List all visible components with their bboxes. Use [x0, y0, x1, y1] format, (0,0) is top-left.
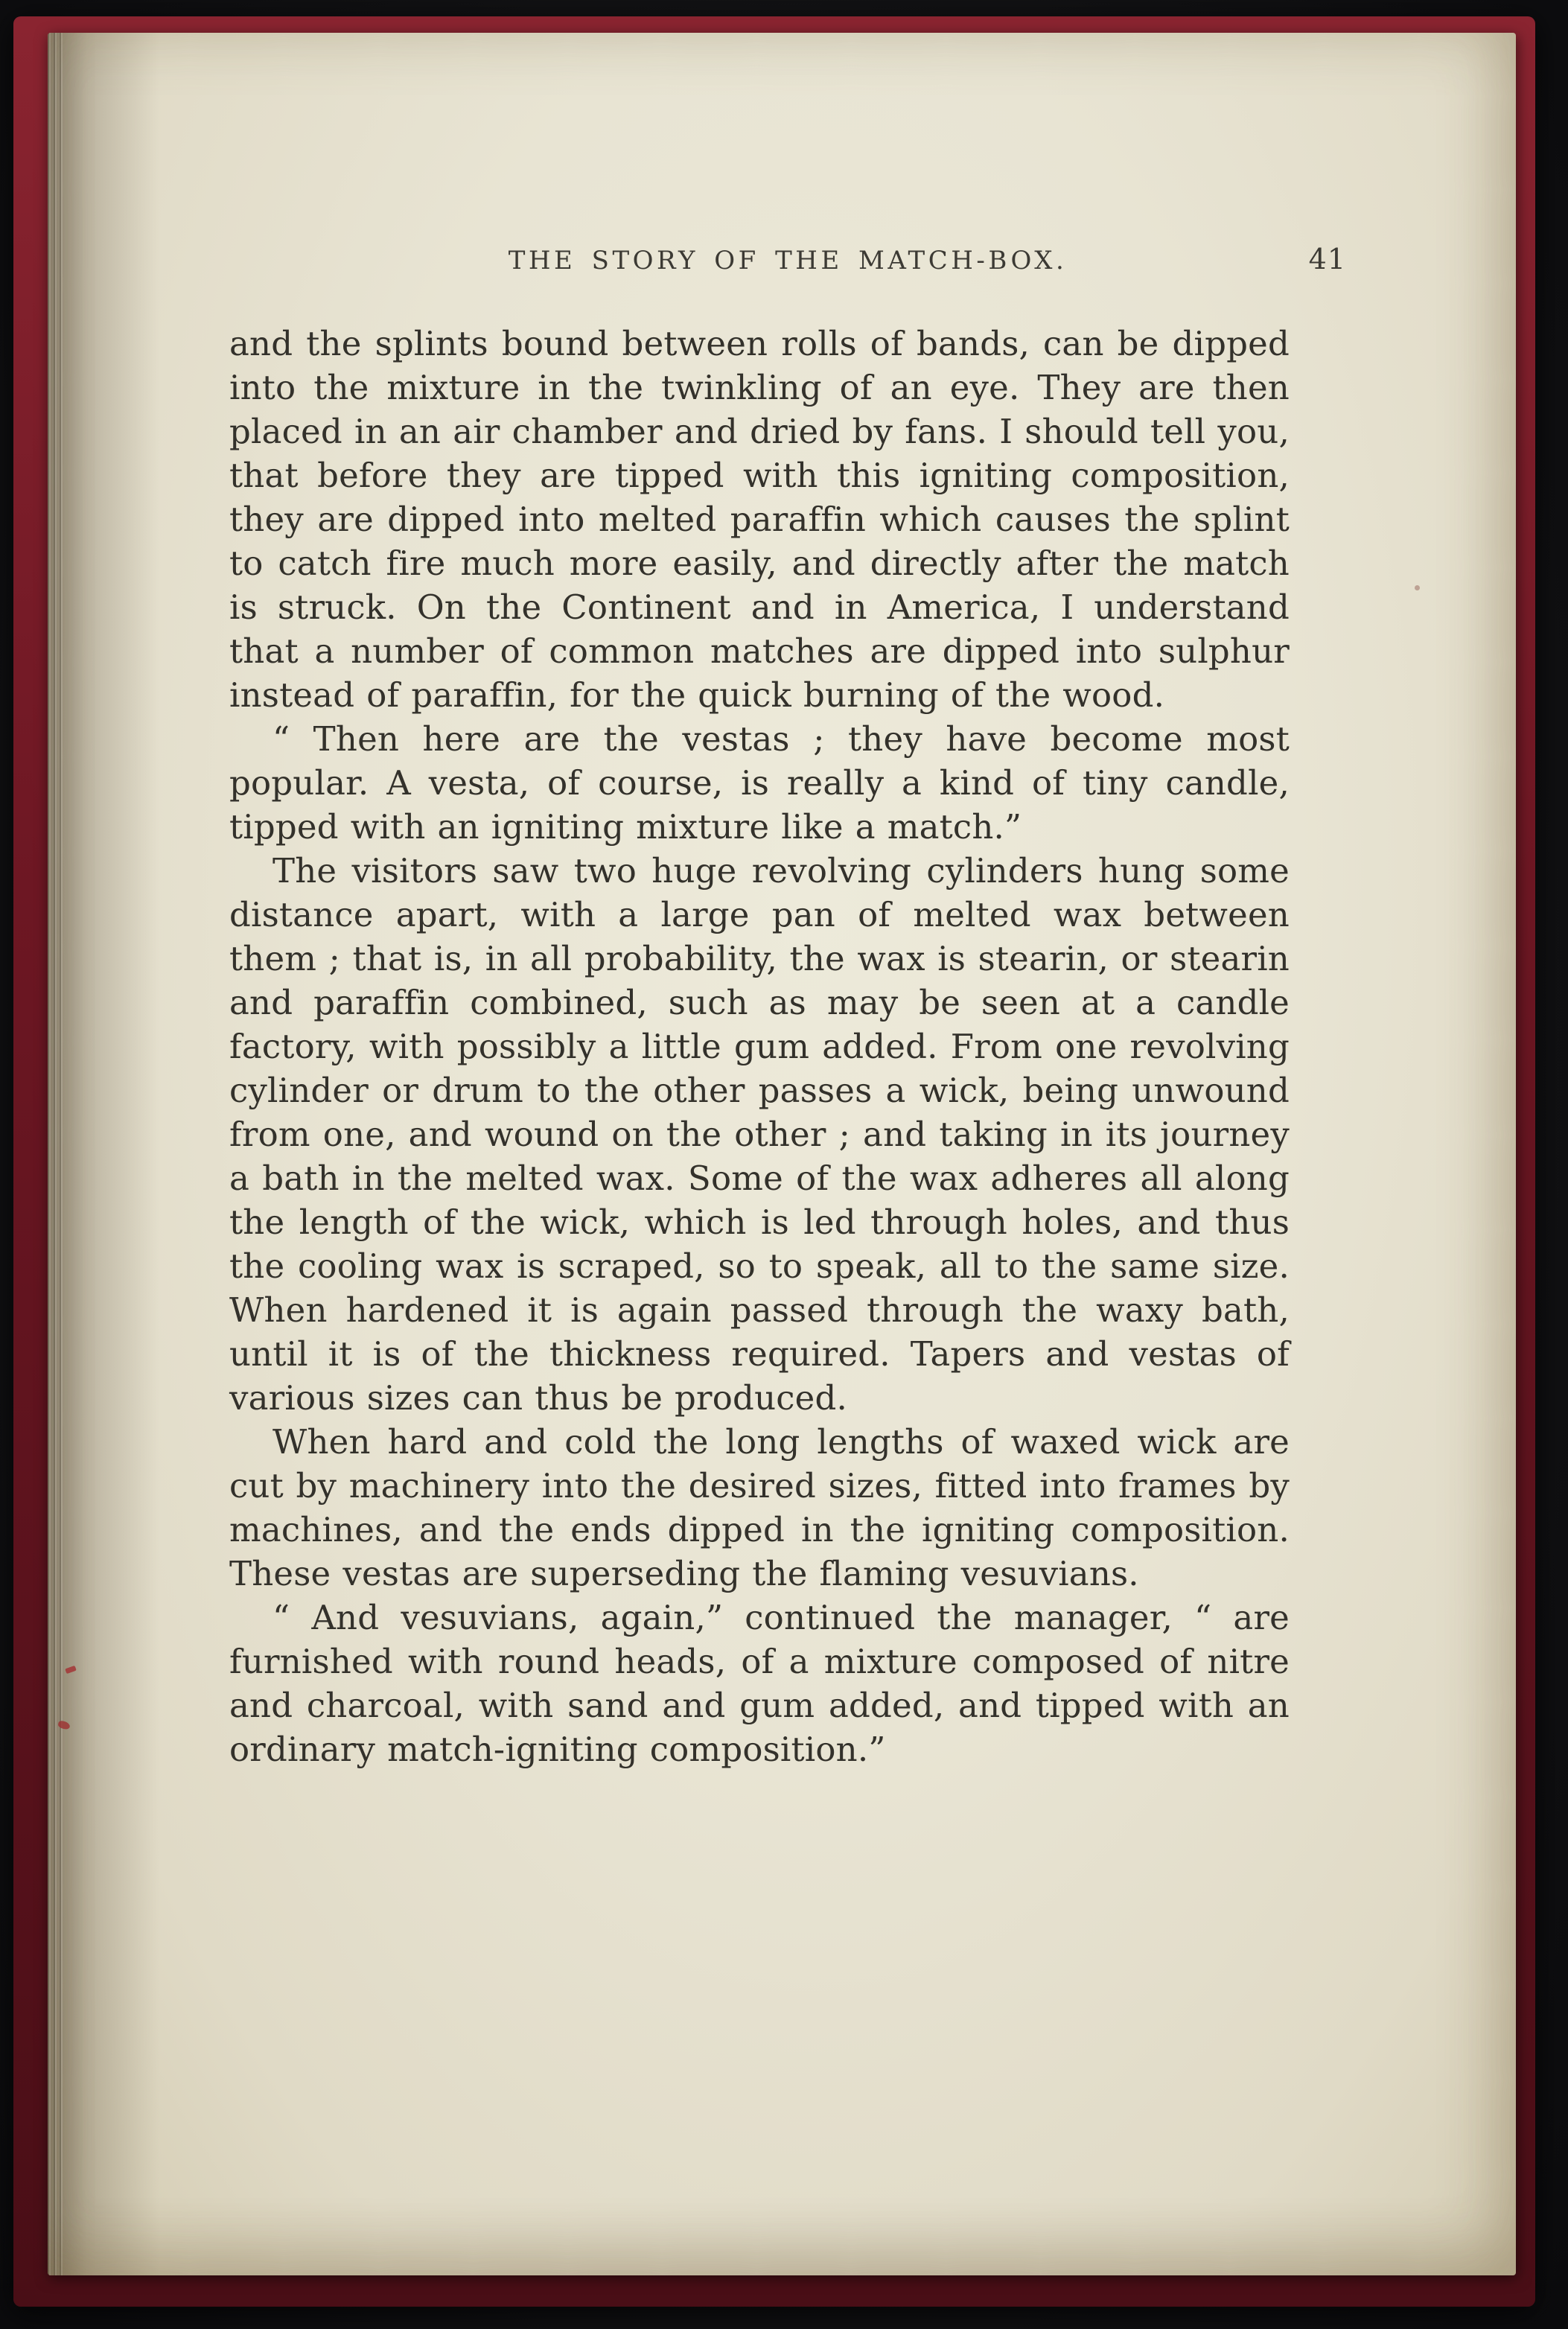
running-title: THE STORY OF THE MATCH-BOX. [508, 246, 1068, 275]
page-number: 41 [1308, 243, 1346, 275]
body-text [229, 322, 1290, 1771]
paragraph-vesuvians-quote: “ And vesuvians, again,” continued the manager, “ are furnished with round heads, of a mixture composed of nitre and charcoal, with sand and gum added, and tipped with an ordinary match-igniting composition.” [229, 1598, 1290, 1769]
scan-artifact-red-tick [65, 1666, 77, 1674]
page-stack-edges [48, 33, 63, 2275]
scan-artifact-red-mark [57, 1720, 71, 1730]
paragraph-visitors: The visitors saw two huge revolving cylinders hung some distance apart, with a large pan of melted wax between them ; that is, in all probability, the wax is stearin, or stearin and paraffin combined, such as may be seen at a candle factory, with possibly a little gum added. From one revolving cylinder or drum to the other passes a wick, being unwound from one, and wound on the other ; and taking in its journey a bath in the melted wax. Some of the wax adheres all along the length of the wick, which is led through holes, and thus the cooling wax is scraped, so to speak, all to the same size. When hardened it is again passed through the waxy bath, until it is of the thickness required. Tapers and vestas of various sizes can thus be produced. [229, 851, 1290, 1418]
gutter-shadow [48, 33, 159, 2275]
book-page [48, 33, 1516, 2275]
paragraph-vestas-quote: “ Then here are the vestas ; they have become most popular. A vesta, of course, is really a kind of tiny candle, tipped with an igniting mixture like a match.” [229, 719, 1290, 847]
paragraph-waxed-wick: When hard and cold the long lengths of waxed wick are cut by machinery into the desired sizes, fitted into frames by machines, and the ends dipped in the igniting composition. These vestas are superseding the flaming vesuvians. [229, 1422, 1290, 1593]
page-header [229, 243, 1346, 278]
paragraph-continuation: and the splints bound between rolls of bands, can be dipped into the mixture in the twinkling of an eye. They are then placed in an air chamber and dried by fans. I should tell you, that before they are tipped with this igniting composition, they are dipped into melted paraffin which causes the splint to catch fire much more easily, and directly after the match is struck. On the Continent and in America, I understand that a number of common matches are dipped into sulphur instead of paraffin, for the quick burning of the wood. [229, 324, 1290, 715]
scan-artifact-speck [1415, 585, 1420, 590]
